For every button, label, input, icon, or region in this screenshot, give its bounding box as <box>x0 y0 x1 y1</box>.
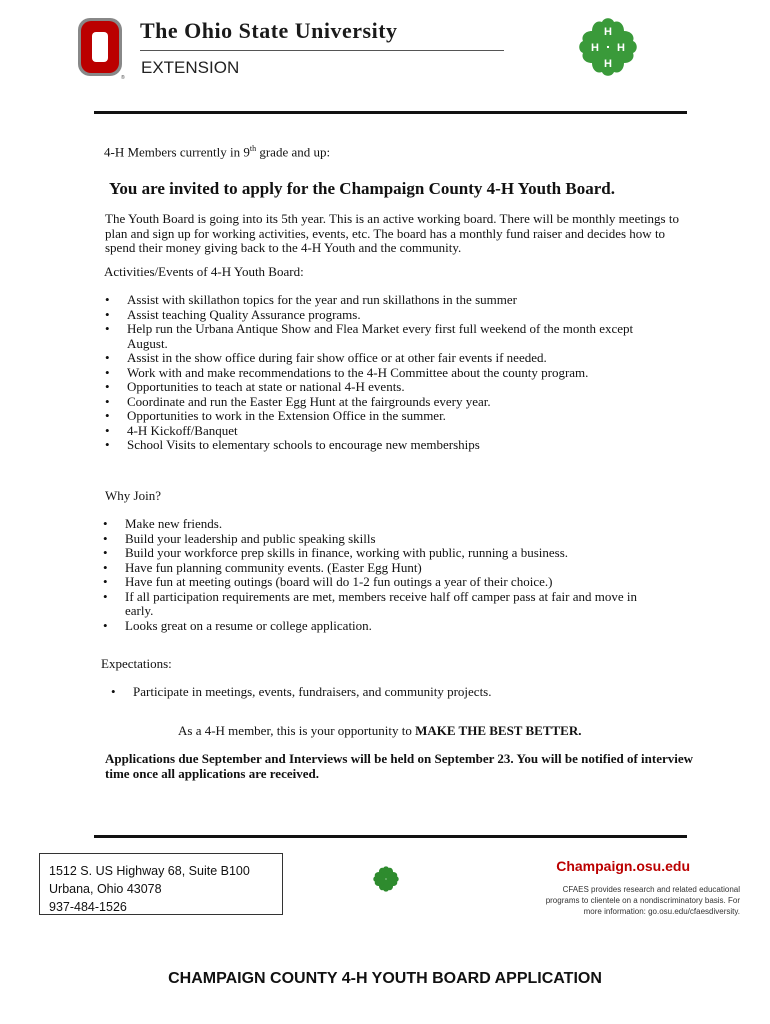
svg-text:H: H <box>617 42 625 54</box>
list-item: • Assist in the show office during fair show office or at other fair events if needed. <box>105 350 547 365</box>
eligibility-line: 4-H Members currently in 9th grade and up: <box>104 144 331 160</box>
activities-heading: Activities/Events of 4-H Youth Board: <box>104 264 304 279</box>
university-name: The Ohio State University <box>140 18 398 43</box>
extension-label: EXTENSION <box>141 58 240 77</box>
list-item: • If all participation requirements are met, members receive half off camper pass at fair and move in early. <box>103 588 637 618</box>
expectations-heading: Expectations: <box>101 656 172 671</box>
list-item: • Have fun at meeting outings (board will do 1-2 fun outings a year of their choice.) <box>103 574 553 589</box>
svg-text:H: H <box>604 26 612 38</box>
footer-rule <box>94 835 687 838</box>
list-item: • Opportunities to teach at state or national 4-H events. <box>105 379 405 394</box>
intro-paragraph: The Youth Board is going into its 5th year. This is an active working board. There will be monthly meetings to plan and sign up for working activities, events, etc. The board has a monthly fund raiser and decides how to spend their money giving back to the 4-H Youth and the community. <box>105 211 679 255</box>
website-link[interactable]: Champaign.osu.edu <box>556 858 690 874</box>
activities-list <box>105 293 665 453</box>
cfaes-statement: CFAES provides research and related educational programs to clientele on a nondiscriminatory basis. For more information: go.osu.edu/cfaesdiversity. <box>545 885 740 916</box>
list-item: • Make new friends. <box>103 516 223 531</box>
tagline: As a 4-H member, this is your opportunity to MAKE THE BEST BETTER. <box>178 723 582 738</box>
why-join-list <box>103 517 668 633</box>
list-item: • Looks great on a resume or college application. <box>103 617 372 633</box>
office-address-box <box>39 853 283 915</box>
list-item: • Work with and make recommendations to the 4-H Committee about the county program. <box>105 364 589 380</box>
why-join-heading: Why Join? <box>105 488 161 503</box>
list-item: • Have fun planning community events. (Easter Egg Hunt) <box>103 559 422 575</box>
svg-text:®: ® <box>121 75 125 81</box>
address-line: Urbana, Ohio 43078 <box>49 882 162 896</box>
list-item: • Assist with skillathon topics for the year and run skillathons in the summer <box>105 292 517 307</box>
list-item: • Build your workforce prep skills in finance, working with public, running a business. <box>103 545 569 560</box>
phone-number: 937-484-1526 <box>49 900 127 914</box>
list-item: • Help run the Urbana Antique Show and Flea Market every first full weekend of the month except August. <box>105 321 634 351</box>
form-title: CHAMPAIGN COUNTY 4-H YOUTH BOARD APPLICATION <box>168 970 602 987</box>
4h-clover-icon <box>574 13 642 81</box>
svg-text:H: H <box>604 58 612 70</box>
list-item: • Build your leadership and public speaking skills <box>103 530 376 546</box>
address-line: 1512 S. US Highway 68, Suite B100 <box>49 864 250 878</box>
svg-text:H: H <box>591 42 599 54</box>
application-deadline: Applications due September and Interviews will be held on September 23. You will be notified of interview time once all applications are received. <box>105 751 694 781</box>
4h-clover-small-icon <box>371 864 401 894</box>
list-item: • 4-H Kickoff/Banquet <box>105 422 238 438</box>
list-item: • Coordinate and run the Easter Egg Hunt at the fairgrounds every year. <box>105 393 491 409</box>
list-item: • Participate in meetings, events, fundraisers, and community projects. <box>111 684 492 699</box>
header-divider <box>140 50 504 51</box>
header-rule <box>94 111 687 114</box>
page-headline: You are invited to apply for the Champaign County 4-H Youth Board. <box>109 179 615 198</box>
list-item: • Opportunities to work in the Extension Office in the summer. <box>105 408 446 423</box>
expectations-list <box>111 685 661 700</box>
list-item: • Assist teaching Quality Assurance programs. <box>105 306 361 322</box>
list-item: • School Visits to elementary schools to encourage new memberships <box>105 437 480 452</box>
osu-block-o-logo <box>77 17 123 79</box>
